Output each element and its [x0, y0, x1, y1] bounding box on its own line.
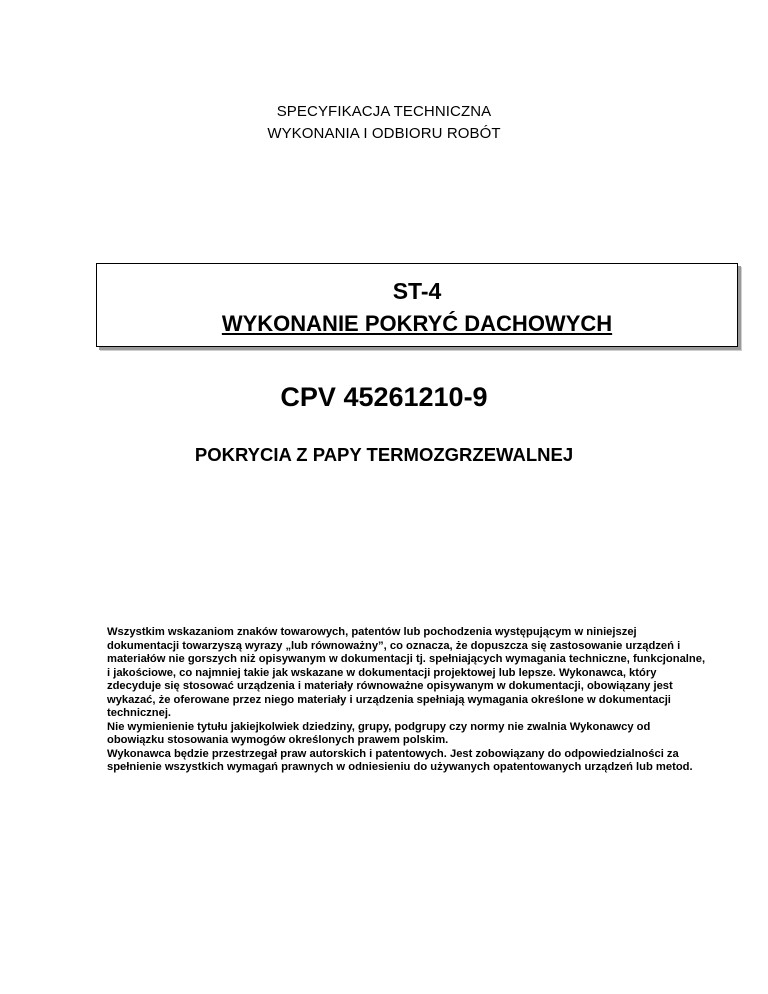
document-header	[0, 101, 768, 145]
cpv-code: CPV 45261210-9	[280, 382, 488, 412]
spec-title: WYKONANIE POKRYĆ DACHOWYCH	[221, 311, 613, 336]
header-line-1: SPECYFIKACJA TECHNICZNA	[276, 103, 492, 120]
notice-paragraph-1: Wszystkim wskazaniom znaków towarowych, patentów lub pochodzenia występującym w niniejszej dokumentacji towarzyszą wyrazy „lub równoważny”, co oznacza, że dopuszcza się zastosowanie urządzeń i materiałów nie gorszych niż opisywanym w dokumentacji tj. spełniających wymagania techniczne, funkcjonalne, i jakościowe, co najmniej takie jak wskazane w dokumentacji projektowej lub lepsze. Wykonawca, który zdecyduje się stosować urządzenia i materiały równoważne opisywanym w dokumentacji, obowiązany jest wykazać, że oferowane przez niego materiały i urządzenia spełniają wymagania określone w dokumentacji technicznej.	[107, 626, 706, 719]
notice-paragraph-3: Wykonawca będzie przestrzegał praw autorskich i patentowych. Jest zobowiązany do odpowiedzialności za spełnienie wszystkich wymagań prawnych w odniesieniu do używanych opatentowanych urządzeń lub metod.	[107, 747, 693, 773]
spec-subtitle: POKRYCIA Z PAPY TERMOZGRZEWALNEJ	[194, 444, 574, 465]
header-line-2: WYKONANIA I ODBIORU ROBÓT	[267, 125, 501, 142]
title-box	[96, 263, 738, 347]
notice-paragraph-2: Nie wymienienie tytułu jakiejkolwiek dziedziny, grupy, podgrupy czy normy nie zwalnia Wykonawcy od obowiązku stosowania wymogów określonych prawem polskim.	[107, 720, 651, 746]
equivalence-notice	[107, 626, 707, 775]
spec-code: ST-4	[392, 278, 442, 304]
